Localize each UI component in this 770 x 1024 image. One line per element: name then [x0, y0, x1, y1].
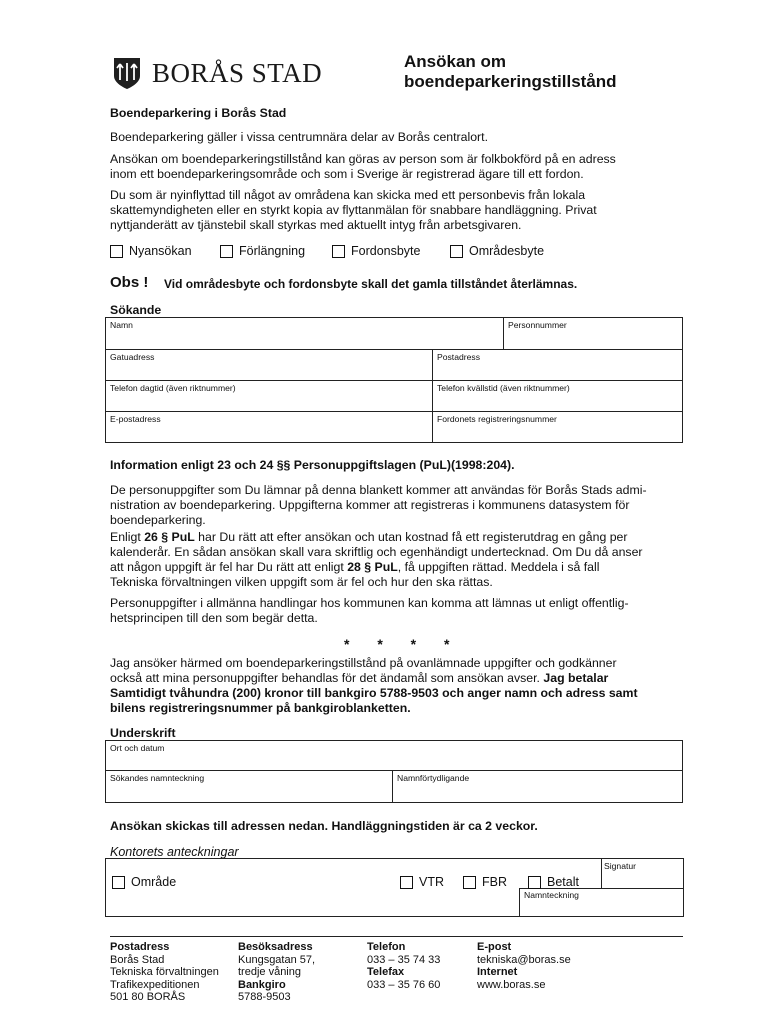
info-line: Tekniska förvaltningen vilken uppgift som är fel och hur den ska rättas.: [110, 575, 493, 589]
option-forlangning[interactable]: [220, 244, 305, 258]
obs-label: Obs !: [110, 274, 149, 291]
option-label: Område: [131, 875, 177, 889]
vehicle-reg-field[interactable]: [433, 412, 683, 443]
footer-postal: [110, 941, 219, 1004]
phone-day-field[interactable]: [106, 381, 433, 412]
field-label: Fordonets registreringsnummer: [437, 414, 557, 424]
page-title: [404, 52, 617, 92]
field-label: Telefon kvällstid (även riktnummer): [437, 383, 570, 393]
namnteckning-label: Namnteckning: [524, 890, 579, 900]
declaration-line: Jag ansöker härmed om boendeparkeringstillstånd på ovanlämnade uppgifter och godkänner: [110, 656, 617, 670]
applicant-heading: Sökande: [110, 303, 162, 317]
info-bold: 28 § PuL: [347, 560, 398, 574]
intro-p3: [110, 188, 685, 233]
info-line: Personuppgifter i allmänna handlingar hos kommunen kan komma att lämnas ut enligt offentlig-: [110, 596, 629, 610]
info-bold: 26 § PuL: [144, 530, 195, 544]
signature-table: [105, 740, 683, 803]
office-fbr[interactable]: [463, 875, 507, 889]
place-date-field[interactable]: [106, 741, 683, 771]
title-line-1: Ansökan om: [404, 52, 507, 71]
footer-heading: Besöksadress: [238, 941, 313, 953]
declaration-line: Samtidigt tvåhundra (200) kronor till bankgiro 5788-9503 och anger namn och adress samt: [110, 686, 638, 700]
declaration-text: också att mina personuppgifter behandlas för det ändamål som ansökan avser.: [110, 671, 544, 685]
info-text: att någon uppgift är fel har Du rätt att enligt: [110, 560, 348, 574]
option-label: VTR: [419, 875, 444, 889]
footer-text: Kungsgatan 57,: [238, 953, 316, 966]
checkbox[interactable]: [400, 876, 413, 889]
info-line: De personuppgifter som Du lämnar på denna blankett kommer att användas för Borås Stads admi-: [110, 483, 647, 497]
option-label: Betalt: [547, 875, 579, 889]
postal-field[interactable]: [433, 350, 683, 381]
checkbox[interactable]: [220, 245, 233, 258]
option-label: FBR: [482, 875, 507, 889]
info-text: Enligt: [110, 530, 145, 544]
option-omradesbyte[interactable]: [450, 244, 544, 258]
info-text: har Du rätt att efter ansökan och utan kostnad få ett registerutdrag en gång per: [194, 530, 628, 544]
divider: [519, 888, 520, 916]
option-fordonsbyte[interactable]: [332, 244, 420, 258]
option-label: Nyansökan: [129, 244, 192, 258]
footer-email: [477, 941, 571, 991]
logo: [112, 56, 322, 90]
footer-text: 5788-9503: [238, 991, 291, 1003]
intro-p2-line: Ansökan om boendeparkeringstillstånd kan göras av person som är folkbokförd på en adress: [110, 152, 616, 166]
field-label: Personnummer: [508, 320, 567, 330]
option-nyansokan[interactable]: [110, 244, 192, 258]
info-line: nistration av boendeparkering. Uppgifterna kommer att registreras i kommunens datasystem för: [110, 498, 630, 512]
footer-divider: [110, 936, 683, 937]
field-label: Telefon dagtid (även riktnummer): [110, 383, 236, 393]
info-line: [110, 530, 685, 545]
title-line-2: boendeparkeringstillstånd: [404, 72, 617, 91]
footer-text: Trafikexpeditionen: [110, 978, 200, 991]
divider: [601, 859, 602, 888]
personnummer-field[interactable]: [504, 318, 683, 350]
footer-text: 033 – 35 76 60: [367, 978, 441, 991]
intro-p1: Boendeparkering gäller i vissa centrumnära delar av Borås centralort.: [110, 130, 488, 144]
checkbox[interactable]: [110, 245, 123, 258]
intro-heading: Boendeparkering i Borås Stad: [110, 106, 287, 120]
field-label: E-postadress: [110, 414, 161, 424]
footer-heading: Postadress: [110, 941, 170, 953]
footer-heading: Telefon: [367, 941, 406, 953]
info-line: hetsprincipen till den som begär detta.: [110, 611, 318, 625]
applicant-signature-field[interactable]: [106, 771, 393, 803]
office-vtr[interactable]: [400, 875, 444, 889]
signature-heading: Underskrift: [110, 726, 176, 740]
footer-text: tredje våning: [238, 966, 301, 978]
declaration: [110, 656, 685, 716]
field-label: Postadress: [437, 352, 480, 362]
field-label: Gatuadress: [110, 352, 155, 362]
info-p3: [110, 596, 685, 626]
office-box: [105, 858, 684, 917]
logo-text: BORÅS STAD: [152, 57, 323, 88]
send-note: Ansökan skickas till adressen nedan. Handläggningstiden är ca 2 veckor.: [110, 819, 538, 833]
footer-phone: [367, 941, 440, 991]
footer-heading: Telefax: [367, 966, 405, 978]
boras-crest-icon: [112, 56, 142, 90]
checkbox[interactable]: [528, 876, 541, 889]
office-omrade[interactable]: [112, 875, 176, 889]
signatur-label: Signatur: [604, 861, 637, 871]
name-field[interactable]: [106, 318, 504, 350]
office-heading: Kontorets anteckningar: [110, 845, 239, 859]
footer-heading: Bankgiro: [238, 978, 286, 991]
checkbox[interactable]: [332, 245, 345, 258]
email-field[interactable]: [106, 412, 433, 443]
option-label: Områdesbyte: [469, 244, 545, 258]
declaration-bold: Jag betalar: [543, 671, 609, 685]
info-line: kalenderår. En sådan ansökan skall vara skriftlig och egenhändigt undertecknad. Om Du då anser: [110, 545, 643, 559]
footer-web-link[interactable]: www.boras.se: [477, 978, 546, 991]
option-label: Förlängning: [239, 244, 306, 258]
declaration-line: bilens registreringsnummer på bankgiroblanketten.: [110, 701, 411, 715]
footer-text: 033 – 35 74 33: [367, 953, 441, 966]
info-line: [110, 560, 685, 575]
intro-p2: [110, 152, 685, 182]
footer-text: Tekniska förvaltningen: [110, 966, 219, 978]
declaration-line: [110, 671, 685, 686]
separator-stars: * * * *: [344, 636, 450, 652]
field-label: Namnförtydligande: [397, 773, 470, 783]
option-label: Fordonsbyte: [351, 244, 421, 258]
intro-p2-line: inom ett boendeparkeringsområde och som i Sverige är registrerad ägare till ett fordon.: [110, 167, 584, 181]
street-field[interactable]: [106, 350, 433, 381]
footer-visit: [238, 941, 315, 1004]
footer-heading: E-post: [477, 941, 512, 953]
field-label: Namn: [110, 320, 133, 330]
intro-p3-line: nyttjanderätt av tjänstebil skall styrkas med aktuellt intyg från arbetsgivaren.: [110, 218, 522, 232]
checkbox[interactable]: [112, 876, 125, 889]
info-p1: [110, 483, 685, 528]
footer-text: 501 80 BORÅS: [110, 991, 186, 1003]
field-label: Ort och datum: [110, 743, 165, 753]
footer-text: Borås Stad: [110, 953, 165, 966]
info-p2: [110, 530, 685, 590]
info-text: , få uppgiften rättad. Meddela i så fall: [397, 560, 600, 574]
obs-text: Vid områdesbyte och fordonsbyte skall det gamla tillståndet återlämnas.: [164, 277, 578, 291]
intro-p3-line: Du som är nyinflyttad till något av områdena kan skicka med ett personbevis från lokala: [110, 188, 586, 202]
phone-evening-field[interactable]: [433, 381, 683, 412]
applicant-table: [105, 317, 683, 443]
checkbox[interactable]: [463, 876, 476, 889]
footer-heading: Internet: [477, 966, 518, 978]
info-line: boendeparkering.: [110, 513, 206, 527]
footer-email-link[interactable]: tekniska@boras.se: [477, 953, 571, 966]
intro-p3-line: skattemyndigheten eller en styrkt kopia av flyttanmälan för snabbare handläggning. Privat: [110, 203, 597, 217]
name-clarification-field[interactable]: [393, 771, 683, 803]
info-heading: Information enligt 23 och 24 §§ Personuppgiftslagen (PuL)(1998:204).: [110, 458, 515, 472]
field-label: Sökandes namnteckning: [110, 773, 205, 783]
office-betalt[interactable]: [528, 875, 579, 889]
checkbox[interactable]: [450, 245, 463, 258]
